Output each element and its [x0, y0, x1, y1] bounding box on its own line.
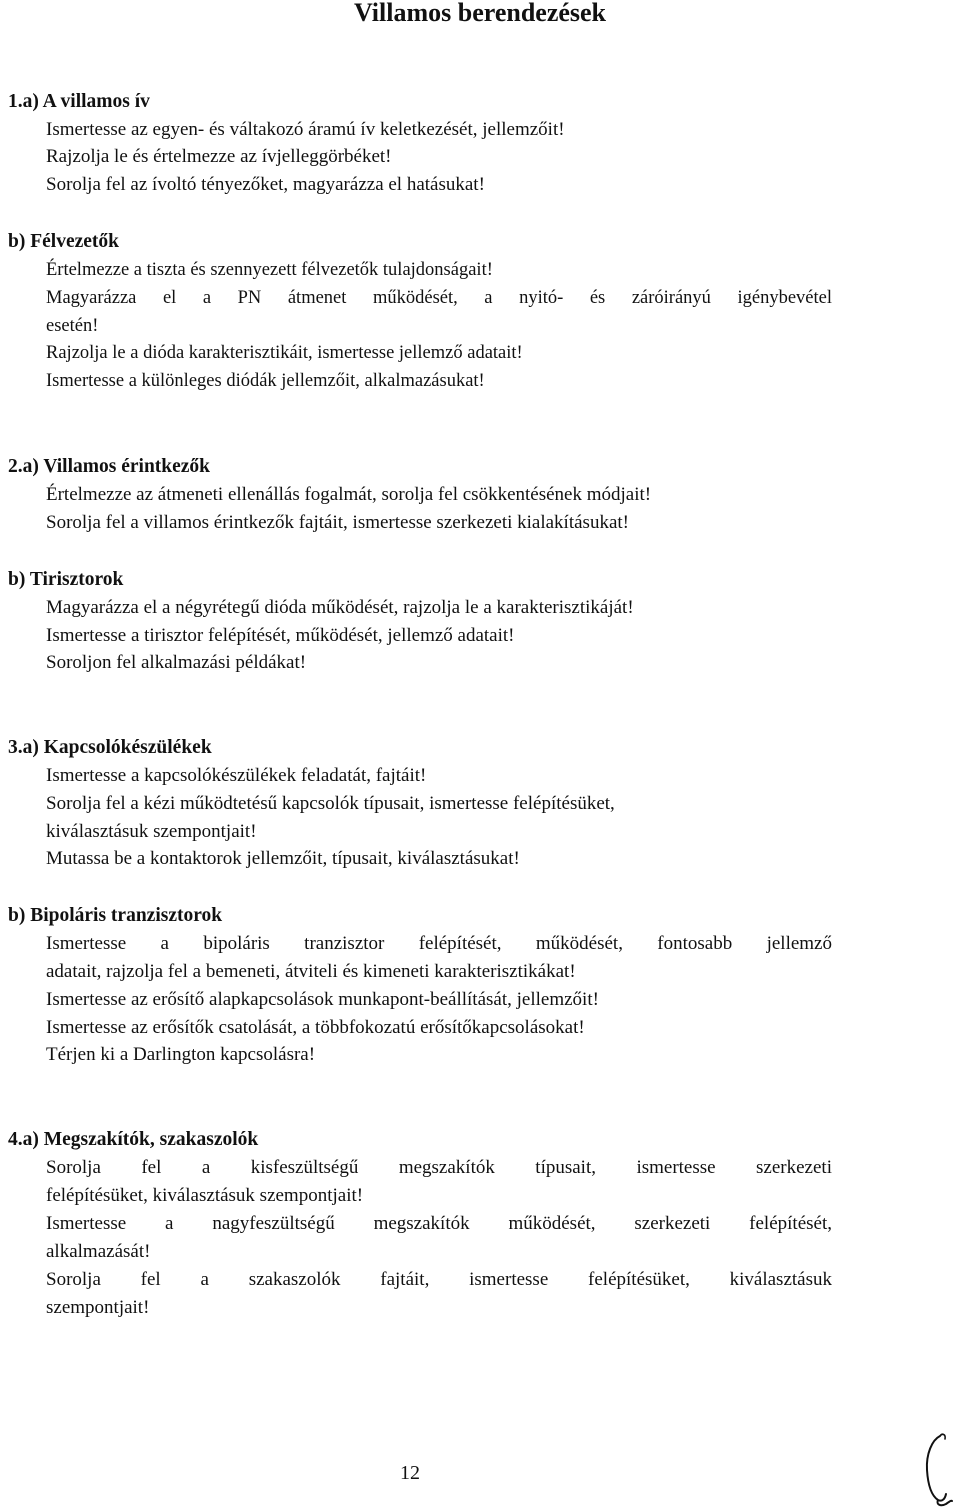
- page-title: Villamos berendezések: [353, 0, 607, 27]
- text-line: szempontjait!: [46, 1297, 150, 1318]
- section-heading-2b: b) Tirisztorok: [8, 569, 124, 590]
- section-heading-4a: 4.a) Megszakítók, szakaszolók: [8, 1129, 259, 1150]
- text-line: Magyarázza el a négyrétegű dióda működését, rajzolja le a karakterisztikáját!: [46, 597, 634, 618]
- text-line: Ismertesse az erősítők csatolását, a többfokozatú erősítőkapcsolásokat!: [46, 1017, 585, 1038]
- text-line: Soroljon fel alkalmazási példákat!: [46, 652, 307, 673]
- section-heading-2a: 2.a) Villamos érintkezők: [8, 456, 211, 477]
- section-heading-1a: 1.a) A villamos ív: [8, 91, 150, 112]
- text-line: Ismertesse a kapcsolókészülékek feladatát, fajtáit!: [46, 765, 427, 786]
- text-line: Magyarázza el a PN átmenet működését, a nyitó- és záróirányú igénybevétel: [46, 288, 832, 308]
- text-line: Ismertesse a nagyfeszültségű megszakítók működését, szerkezeti felépítését,: [46, 1213, 832, 1234]
- text-line: alkalmazását!: [46, 1241, 151, 1262]
- text-line: Ismertesse az erősítő alapkapcsolások munkapont-beállítását, jellemzőit!: [46, 989, 599, 1010]
- text-line: kiválasztásuk szempontjait!: [46, 821, 257, 842]
- page-number: 12: [400, 1462, 420, 1484]
- text-line: Ismertesse a tirisztor felépítését, működését, jellemző adatait!: [46, 625, 515, 646]
- text-line: Értelmezze a tiszta és szennyezett félvezetők tulajdonságait!: [46, 260, 493, 280]
- text-line: adatait, rajzolja fel a bemeneti, átviteli és kimeneti karakterisztikákat!: [46, 961, 576, 982]
- handwritten-signature-icon: [918, 1430, 954, 1508]
- text-line: Sorolja fel a kisfeszültségű megszakítók típusait, ismertesse szerkezeti: [46, 1157, 832, 1178]
- text-line: Sorolja fel a szakaszolók fajtáit, ismertesse felépítésüket, kiválasztásuk: [46, 1269, 832, 1290]
- text-line: Sorolja fel a villamos érintkezők fajtáit, ismertesse szerkezeti kialakításukat!: [46, 512, 629, 533]
- text-line: Értelmezze az átmeneti ellenállás fogalmát, sorolja fel csökkentésének módjait!: [46, 484, 652, 505]
- text-line: Térjen ki a Darlington kapcsolásra!: [46, 1044, 316, 1065]
- text-line: Ismertesse a különleges diódák jellemzőit, alkalmazásukat!: [46, 371, 485, 391]
- text-line: felépítésüket, kiválasztásuk szempontjait!: [46, 1185, 364, 1206]
- text-line: esetén!: [46, 316, 99, 336]
- text-line: Ismertesse az egyen- és váltakozó áramú ív keletkezését, jellemzőit!: [46, 119, 565, 140]
- section-heading-3a: 3.a) Kapcsolókészülékek: [8, 737, 212, 758]
- text-line: Mutassa be a kontaktorok jellemzőit, típusait, kiválasztásukat!: [46, 848, 520, 869]
- text-line: Rajzolja le és értelmezze az ívjelleggörbéket!: [46, 146, 392, 167]
- text-line: Ismertesse a bipoláris tranzisztor felépítését, működését, fontosabb jellemző: [46, 933, 832, 954]
- text-line: Rajzolja le a dióda karakterisztikáit, ismertesse jellemző adatait!: [46, 343, 523, 363]
- text-line: Sorolja fel a kézi működtetésű kapcsolók típusait, ismertesse felépítésüket,: [46, 793, 615, 814]
- section-heading-3b: b) Bipoláris tranzisztorok: [8, 905, 223, 926]
- section-heading-1b: b) Félvezetők: [8, 231, 120, 252]
- text-line: Sorolja fel az ívoltó tényezőket, magyarázza el hatásukat!: [46, 174, 485, 195]
